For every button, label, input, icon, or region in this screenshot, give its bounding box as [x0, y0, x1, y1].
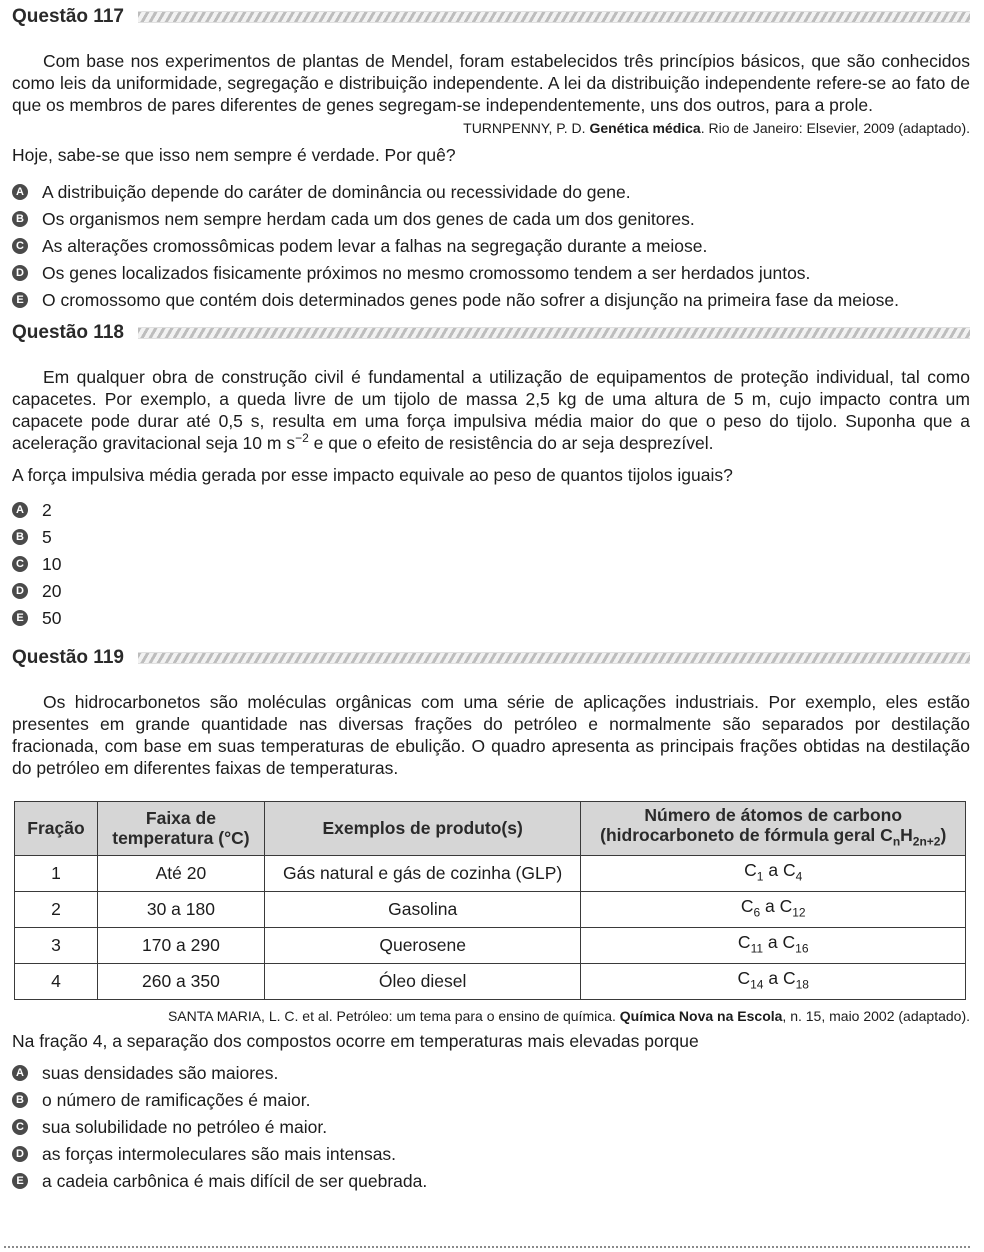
option-e[interactable]	[12, 286, 970, 313]
option-letter-badge: A	[12, 502, 28, 518]
header-numero-line1: Número de átomos de carbono	[644, 805, 903, 825]
option-text: sua solubilidade no petróleo é maior.	[42, 1117, 328, 1137]
option-a[interactable]	[12, 1060, 970, 1087]
carbon-max: 18	[795, 977, 809, 992]
header-stripe	[138, 327, 970, 339]
option-text: 2	[42, 499, 52, 520]
source-publisher: , n. 15, maio 2002 (adaptado).	[782, 1007, 970, 1024]
source-citation	[12, 1006, 970, 1026]
table-row	[15, 855, 966, 891]
option-text: A distribuição depende do caráter de dominância ou recessividade do gene.	[42, 181, 631, 202]
header-exemplos: Exemplos de produto(s)	[264, 802, 581, 856]
option-e[interactable]	[12, 604, 970, 631]
header-faixa-line2: temperatura (°C)	[112, 828, 250, 849]
carbon-max: 4	[795, 869, 803, 884]
header-stripe	[138, 652, 970, 664]
option-letter-badge: A	[12, 1065, 28, 1081]
carbon-min: 11	[750, 941, 764, 956]
options-118	[12, 496, 970, 631]
carbon-symbol: C	[779, 895, 793, 916]
question-stem: Na fração 4, a separação dos compostos ocorre em temperaturas mais elevadas porque	[12, 1030, 699, 1051]
source-title: Genética médica	[589, 120, 701, 136]
table-row	[15, 891, 966, 927]
exponent: −2	[295, 431, 309, 446]
option-c[interactable]	[12, 550, 970, 577]
table-row	[15, 927, 966, 963]
header-faixa-line1: Faixa de	[145, 808, 216, 829]
question-header-118	[12, 320, 970, 346]
subscript: 2n+2	[912, 834, 941, 849]
option-b[interactable]	[12, 205, 970, 232]
table-row	[15, 963, 966, 999]
question-title: Questão 117	[12, 6, 124, 27]
carbon-min: 6	[753, 905, 761, 920]
question-title: Questão 119	[12, 647, 124, 668]
carbon-symbol: C	[782, 931, 796, 952]
option-text: Os genes localizados fisicamente próximos no mesmo cromossomo tendem a ser herdados juntos.	[42, 262, 811, 283]
question-text-main: Em qualquer obra de construção civil é fundamental a utilização de equipamentos de proteção individual, tal como capacetes. Por exemplo, a queda livre de um tijolo de massa 2,5 kg de uma altura de 5 m, cujo impacto contra um capacete pode durar até 0,5 s, resulta em uma força impulsiva média maior do que o peso do tijolo. Suponha que a aceleração gravitacional seja 10 m s	[12, 367, 970, 453]
cell-exemplo: Querosene	[264, 927, 581, 963]
option-c[interactable]	[12, 1114, 970, 1141]
header-stripe	[138, 11, 970, 23]
source-author: TURNPENNY, P. D.	[463, 120, 590, 136]
option-text: as forças intermoleculares são mais intensas.	[42, 1144, 397, 1164]
question-stem: Hoje, sabe-se que isso nem sempre é verdade. Por quê?	[12, 145, 456, 165]
carbon-max: 12	[792, 905, 806, 920]
carbon-symbol: C	[737, 967, 751, 988]
cell-carbonos	[581, 855, 966, 891]
option-letter-badge: D	[12, 1146, 28, 1162]
range-word: a	[763, 967, 783, 988]
table-header-row	[15, 802, 966, 856]
option-text: 50	[42, 607, 62, 628]
cell-fracao: 2	[15, 891, 98, 927]
carbon-symbol: C	[782, 859, 796, 880]
exam-page	[12, 0, 970, 1195]
header-faixa	[97, 802, 264, 856]
formula-h: H	[900, 825, 913, 845]
carbon-symbol: C	[740, 895, 754, 916]
option-d[interactable]	[12, 1141, 970, 1168]
option-text: suas densidades são maiores.	[42, 1063, 279, 1083]
option-letter-badge: C	[12, 238, 28, 254]
cell-faixa: 260 a 350	[97, 963, 264, 999]
carbon-symbol: C	[744, 859, 757, 880]
cell-faixa: 30 a 180	[97, 891, 264, 927]
question-header-117	[12, 4, 970, 30]
option-b[interactable]	[12, 1087, 970, 1114]
formula-close: )	[940, 825, 947, 845]
option-text: 5	[42, 526, 52, 547]
option-a[interactable]	[12, 178, 970, 205]
option-letter-badge: D	[12, 583, 28, 599]
option-letter-badge: E	[12, 1173, 28, 1189]
option-text: o número de ramificações é maior.	[42, 1090, 311, 1110]
question-text: Os hidrocarbonetos são moléculas orgânicas com uma série de aplicações industriais. Por exemplo, eles estão presentes em grande quantidade nas diversas frações do petróleo e normalmente são separados por destilação fracionada, com base em suas temperaturas de ebulição. O quadro apresenta as principais frações obtidas na destilação do petróleo em diferentes faixas de temperaturas.	[12, 692, 970, 778]
option-text: a cadeia carbônica é mais difícil de ser quebrada.	[42, 1171, 428, 1191]
option-a[interactable]	[12, 496, 970, 523]
cell-exemplo: Óleo diesel	[264, 963, 581, 999]
cell-fracao: 4	[15, 963, 98, 999]
carbon-max: 16	[795, 941, 809, 956]
carbon-symbol: C	[737, 931, 751, 952]
carbon-min: 1	[756, 869, 764, 884]
subscript: n	[892, 834, 901, 849]
source-author: SANTA MARIA, L. C. et al. Petróleo: um tema para o ensino de química.	[167, 1007, 620, 1024]
option-d[interactable]	[12, 259, 970, 286]
option-text: As alterações cromossômicas podem levar a falhas na segregação durante a meiose.	[42, 235, 708, 256]
question-text: Com base nos experimentos de plantas de Mendel, foram estabelecidos três princípios básicos, que são conhecidos como leis da uniformidade, segregação e distribuição independente. A lei da distribuição independente refere-se ao fato de que os membros de pares diferentes de genes segregam-se independentemente, uns dos outros, para a prole.	[12, 51, 970, 115]
option-letter-badge: B	[12, 1092, 28, 1108]
carbon-min: 14	[750, 977, 764, 992]
option-letter-badge: C	[12, 556, 28, 572]
option-letter-badge: E	[12, 610, 28, 626]
cell-carbonos	[581, 927, 966, 963]
cell-fracao: 1	[15, 855, 98, 891]
option-letter-badge: C	[12, 1119, 28, 1135]
cell-faixa: Até 20	[97, 855, 264, 891]
option-text: O cromossomo que contém dois determinados genes pode não sofrer a disjunção na primeira fase da meiose.	[42, 289, 899, 310]
option-text: 20	[42, 580, 62, 601]
cell-carbonos	[581, 891, 966, 927]
options-119	[12, 1060, 970, 1195]
question-text-tail: e que o efeito de resistência do ar seja desprezível.	[308, 433, 714, 453]
header-numero-carbono	[581, 802, 966, 856]
range-word: a	[763, 859, 783, 880]
option-b[interactable]	[12, 523, 970, 550]
source-title: Química Nova na Escola	[619, 1007, 783, 1024]
source-publisher: . Rio de Janeiro: Elsevier, 2009 (adaptado).	[700, 120, 970, 136]
option-c[interactable]	[12, 232, 970, 259]
question-header-119	[12, 645, 970, 671]
option-e[interactable]	[12, 1168, 970, 1195]
question-title: Questão 118	[12, 322, 124, 343]
source-citation	[12, 118, 970, 138]
option-letter-badge: E	[12, 292, 28, 308]
options-117	[12, 178, 970, 313]
cell-carbonos	[581, 963, 966, 999]
option-letter-badge: A	[12, 184, 28, 200]
bottom-dotted-divider	[4, 1246, 970, 1248]
header-fracao: Fração	[15, 802, 98, 856]
header-numero-line2: (hidrocarboneto de fórmula geral C	[600, 825, 893, 845]
cell-fracao: 3	[15, 927, 98, 963]
option-d[interactable]	[12, 577, 970, 604]
option-letter-badge: B	[12, 211, 28, 227]
petroleum-fractions-table	[14, 801, 966, 1000]
cell-exemplo: Gasolina	[264, 891, 581, 927]
cell-faixa: 170 a 290	[97, 927, 264, 963]
range-word: a	[760, 895, 780, 916]
carbon-symbol: C	[782, 967, 796, 988]
range-word: a	[763, 931, 783, 952]
option-text: 10	[42, 553, 62, 574]
option-text: Os organismos nem sempre herdam cada um dos genes de cada um dos genitores.	[42, 208, 695, 229]
option-letter-badge: B	[12, 529, 28, 545]
cell-exemplo: Gás natural e gás de cozinha (GLP)	[264, 855, 581, 891]
question-stem: A força impulsiva média gerada por esse impacto equivale ao peso de quantos tijolos iguais?	[12, 465, 733, 485]
option-letter-badge: D	[12, 265, 28, 281]
question-text	[12, 366, 970, 454]
